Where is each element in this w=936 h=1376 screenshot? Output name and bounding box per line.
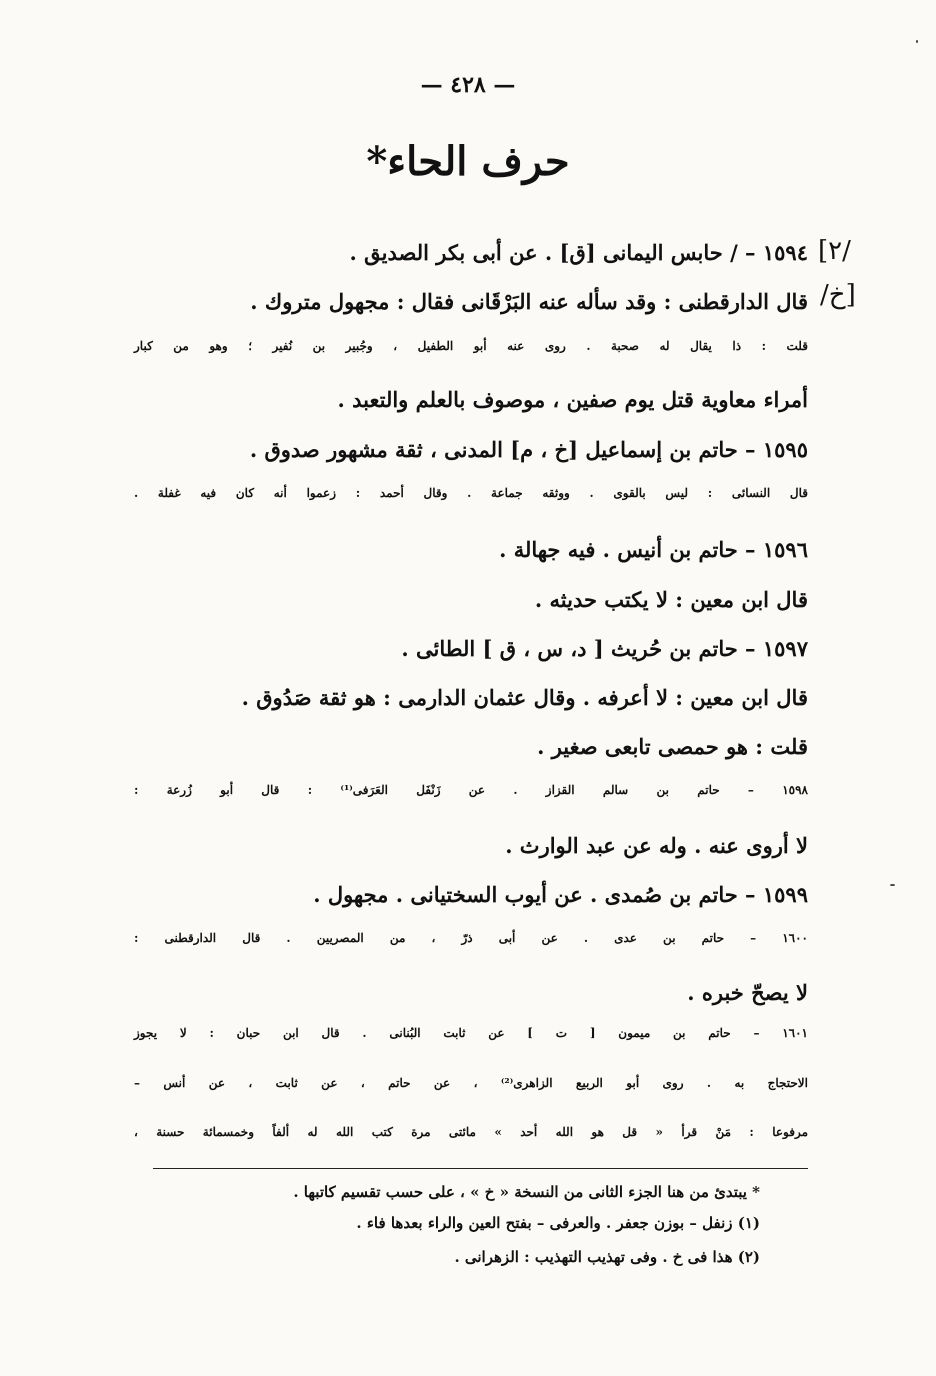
entry-1596: ١٥٩٦ – حاتم بن أنيس . فيه جهالة . (499, 537, 808, 562)
footnote-star: * يبتدئ من هنا الجزء الثانى من النسخة « خ » ، على حسب تقسيم كاتبها . (293, 1183, 760, 1201)
scan-speck (890, 884, 895, 886)
entry-1594: ١٥٩٤ – / حابس اليمانى [ق] . عن أبى بكر الصديق . (349, 240, 808, 265)
margin-note-manuscript: /خ] (820, 280, 856, 310)
entry-1595-text-line: قال النسائى : ليس بالقوى . ووثقه جماعة . وقال أحمد : زعموا أنه كان فيه غفلة . (134, 486, 808, 500)
entry-1601: ١٦٠١ – حاتم بن ميمون [ ت ] عن ثابت البُنانى . قال ابن حبان : لا يجوز (134, 1026, 808, 1040)
entry-1594-text-line: قلت : ذا يقال له صحبة . روى عنه أبو الطفيل ، وجُبير بن نُفير ؛ وهو من كبار (134, 339, 808, 353)
entry-1596-text-line: قال ابن معين : لا يكتب حديثه . (534, 587, 808, 612)
footnote-2: (٢) هذا فى خ . وفى تهذيب التهذيب : الزهرانى . (454, 1248, 760, 1266)
entry-1598: ١٥٩٨ – حاتم بن سالم القزاز . عن زَنْفَل العَرَفى⁽¹⁾ : قال أبو زُرعة : (134, 783, 808, 797)
scan-speck (916, 40, 918, 43)
entry-1600: ١٦٠٠ – حاتم بن عدى . عن أبى ذرّ ، من المصريين . قال الدارقطنى : (134, 931, 808, 945)
entry-1594-text-line: أمراء معاوية قتل يوم صفين ، موصوف بالعلم والتعبد . (337, 387, 808, 412)
entry-1594-text-line: قال الدارقطنى : وقد سأله عنه البَرْقَانى فقال : مجهول متروك . (250, 289, 808, 314)
entry-1599: ١٥٩٩ – حاتم بن صُمدى . عن أيوب السختيانى . مجهول . (313, 882, 808, 907)
entry-1601-text-line: الاحتجاج به . روى أبو الربيع الزاهرى⁽²⁾ ، عن حاتم ، عن ثابت ، عن أنس – (134, 1076, 808, 1090)
entry-1597: ١٥٩٧ – حاتم بن حُريث [ د، س ، ق ] الطائى . (401, 636, 808, 661)
footnote-divider (153, 1168, 808, 1169)
entry-1597-text-line: قال ابن معين : لا أعرفه . وقال عثمان الدارمى : هو ثقة صَدُوق . (241, 685, 808, 710)
entry-1595: ١٥٩٥ – حاتم بن إسماعيل [خ ، م] المدنى ، ثقة مشهور صدوق . (249, 437, 808, 462)
entry-1598-text-line: لا أروى عنه . وله عن عبد الوارث . (505, 833, 808, 858)
margin-note-volume: [٢/ (818, 236, 851, 266)
entry-1600-text-line: لا يصحّ خبره . (687, 980, 808, 1005)
footnote-1: (١) زنفل – بوزن جعفر . والعرفى – بفتح العين والراء بعدها فاء . (356, 1214, 760, 1232)
chapter-title: حرف الحاء* (366, 138, 570, 185)
entry-1601-text-line: مرفوعا : مَنْ قرأ « قل هو الله أحد » مائتى مرة كتب الله له ألفاً وخمسمائة حسنة ، (134, 1125, 808, 1139)
page-number: — ٤٢٨ — (420, 72, 516, 98)
entry-1597-text-line: قلت : هو حمصى تابعى صغير . (537, 734, 808, 759)
